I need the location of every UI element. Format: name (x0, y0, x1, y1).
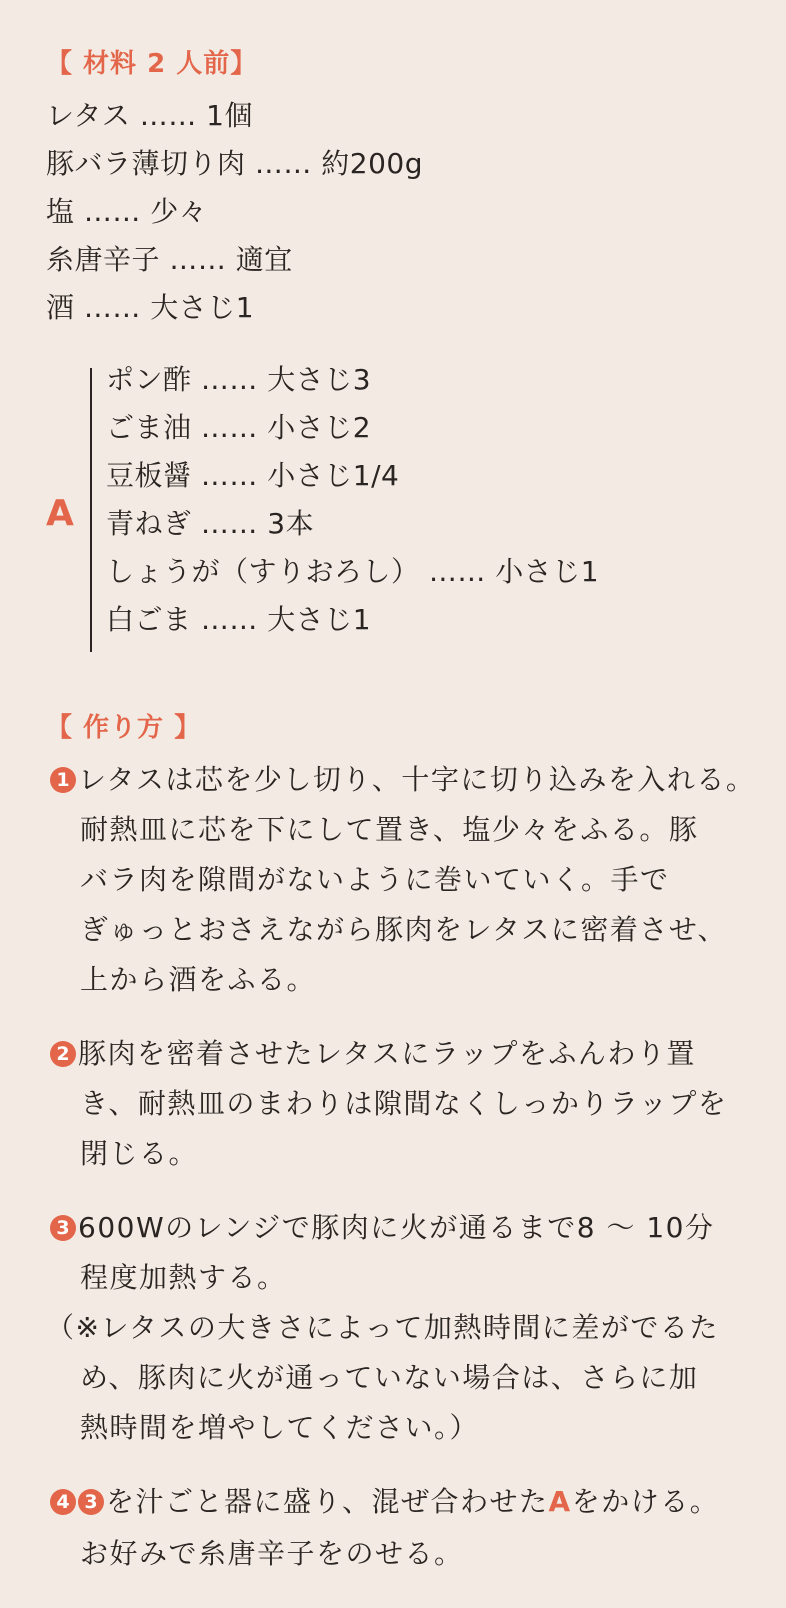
sauce-group-a-label: A (46, 493, 74, 534)
step-number-1: 1 (50, 767, 76, 793)
step-number-4: 4 (50, 1489, 76, 1515)
step-3-note-line-3: 熱時間を増やしてください。） (80, 1411, 480, 1444)
sauce-group-divider (90, 368, 92, 652)
ingredient-salt: 塩 …… 少々 (46, 195, 208, 228)
sauce-item-ponzu: ポン酢 …… 大さじ3 (106, 363, 372, 396)
ingredient-lettuce: レタス …… 1個 (46, 99, 253, 132)
ingredient-chili-threads: 糸唐辛子 …… 適宜 (46, 243, 293, 276)
sauce-item-white-sesame: 白ごま …… 大さじ1 (106, 603, 372, 636)
sauce-item-ginger: しょうが（すりおろし） …… 小さじ1 (106, 555, 600, 588)
step-1-line-2: 耐熱皿に芯を下にして置き、塩少々をふる。豚 (80, 813, 699, 846)
step-1-line-1 (50, 760, 755, 800)
step-2-line-2: き、耐熱皿のまわりは隙間なくしっかりラップを (80, 1087, 728, 1120)
step-1-line-5: 上から酒をふる。 (80, 963, 317, 996)
ingredient-pork-belly: 豚バラ薄切り肉 …… 約200g (46, 147, 424, 180)
step-2-text: 豚肉を密着させたレタスにラップをふんわり置 (78, 1037, 696, 1070)
step-2-line-3: 閉じる。 (80, 1137, 199, 1170)
sauce-item-green-onion: 青ねぎ …… 3本 (106, 507, 315, 540)
step-2-line-1 (50, 1034, 696, 1074)
step-1-line-4: ぎゅっとおさえながら豚肉をレタスに密着させ、 (80, 913, 728, 946)
step-4-line-2: お好みで糸唐辛子をのせる。 (80, 1537, 464, 1570)
step-3-line-2: 程度加熱する。 (80, 1261, 287, 1294)
step-4-line-1 (50, 1482, 719, 1522)
sauce-item-doubanjiang: 豆板醤 …… 小さじ1/4 (106, 459, 400, 492)
step-reference-3: 3 (78, 1489, 104, 1515)
step-4-text-tail: をかける。 (571, 1485, 720, 1518)
step-number-2: 2 (50, 1041, 76, 1067)
step-1-line-3: バラ肉を隙間がないように巻いていく。手で (80, 863, 670, 896)
step-number-3: 3 (50, 1215, 76, 1241)
step-3-text: 600Wのレンジで豚肉に火が通るまで8 〜 10分 (78, 1211, 715, 1244)
step-1-text: レタスは芯を少し切り、十字に切り込みを入れる。 (78, 763, 756, 796)
step-3-note-line-1: （※レタスの大きさによって加熱時間に差がでるた (46, 1311, 719, 1344)
step-3-note-line-2: め、豚肉に火が通っていない場合は、さらに加 (80, 1361, 699, 1394)
ingredient-sake: 酒 …… 大さじ1 (46, 291, 255, 324)
step-4-text: を汁ごと器に盛り、混ぜ合わせた (106, 1485, 549, 1518)
sauce-item-sesame-oil: ごま油 …… 小さじ2 (106, 411, 372, 444)
ingredients-heading: 【 材料 2 人前】 (46, 49, 258, 79)
sauce-a-reference: A (548, 1485, 572, 1518)
step-3-line-1 (50, 1208, 714, 1248)
method-heading: 【 作り方 】 (46, 713, 202, 743)
